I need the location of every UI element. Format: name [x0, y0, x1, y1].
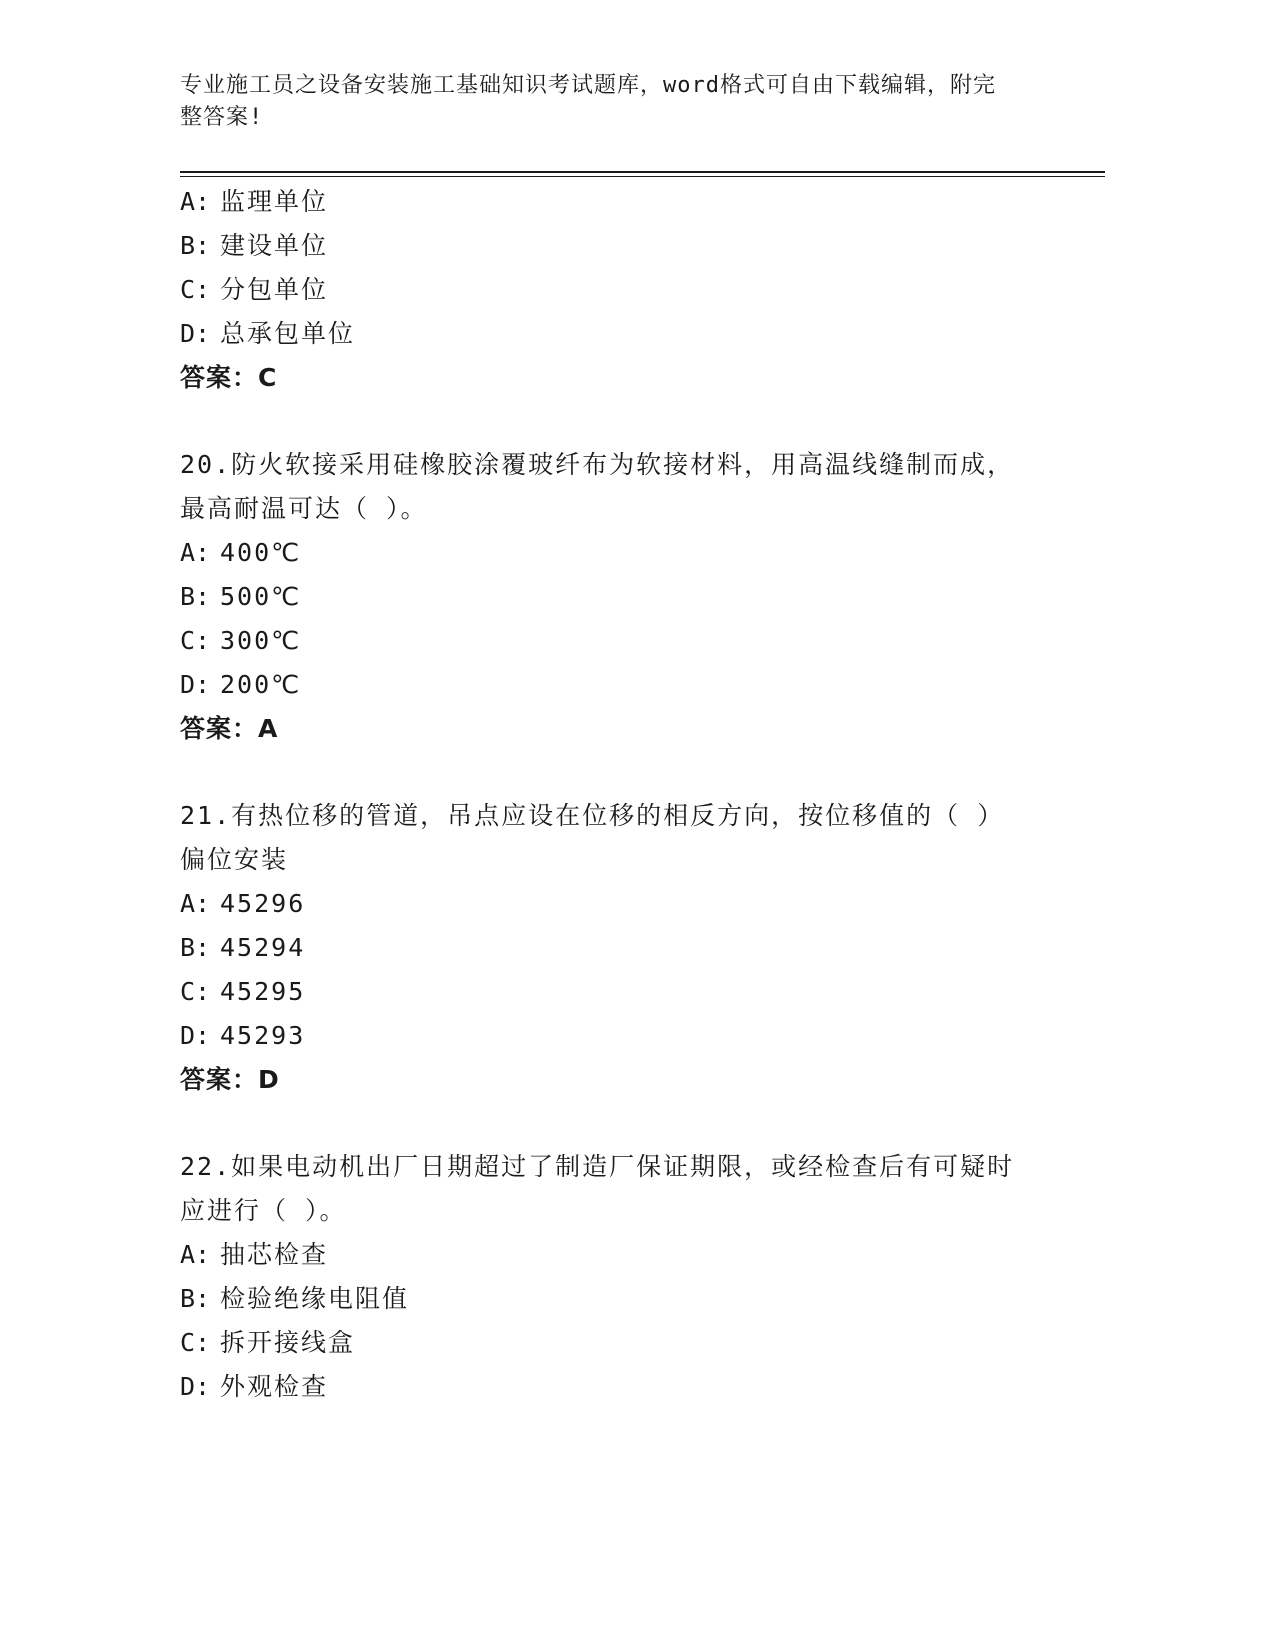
option-a [180, 1233, 1080, 1277]
page-header [180, 70, 1040, 134]
header-line-1: 专业施工员之设备安装施工基础知识考试题库，word格式可自由下载编辑，附完 [180, 73, 996, 98]
option-text: 400℃ [220, 538, 302, 567]
option-letter: B: [180, 1284, 211, 1313]
option-text: 检验绝缘电阻值 [220, 1284, 410, 1313]
question-stem-line-2: 最高耐温可达（ ）。 [180, 494, 428, 523]
option-c [180, 619, 1080, 663]
option-letter: D: [180, 1021, 211, 1050]
option-text: 300℃ [220, 626, 302, 655]
header-rule-thick [180, 171, 1105, 173]
option-letter: C: [180, 626, 211, 655]
option-d [180, 663, 1080, 707]
question-stem-line-2: 偏位安装 [180, 845, 289, 874]
option-a [180, 531, 1080, 575]
header-line-2: 整答案! [180, 105, 264, 130]
answer-line: 答案：A [180, 714, 279, 743]
option-letter: A: [180, 187, 211, 216]
header-rule-thin [180, 176, 1105, 177]
option-a [180, 180, 1080, 224]
option-text: 200℃ [220, 670, 302, 699]
question-22 [180, 1145, 1080, 1409]
option-a [180, 882, 1080, 926]
option-text: 抽芯检查 [220, 1240, 329, 1269]
option-b [180, 1277, 1080, 1321]
option-letter: C: [180, 1328, 211, 1357]
option-b [180, 224, 1080, 268]
option-text: 45296 [220, 889, 306, 918]
question-stem-line-1: 22.如果电动机出厂日期超过了制造厂保证期限，或经检查后有可疑时 [180, 1152, 1015, 1181]
answer-line: 答案：C [180, 363, 278, 392]
option-letter: B: [180, 933, 211, 962]
option-text: 分包单位 [220, 275, 329, 304]
option-letter: B: [180, 231, 211, 260]
option-text: 总承包单位 [220, 319, 356, 348]
option-letter: D: [180, 670, 211, 699]
question-21 [180, 794, 1080, 1102]
question-stem-line-1: 21.有热位移的管道，吊点应设在位移的相反方向，按位移值的（ ） [180, 801, 1005, 830]
option-letter: C: [180, 275, 211, 304]
option-text: 45293 [220, 1021, 306, 1050]
answer-line: 答案：D [180, 1065, 280, 1094]
option-text: 监理单位 [220, 187, 329, 216]
option-text: 建设单位 [220, 231, 329, 260]
option-text: 拆开接线盒 [220, 1328, 356, 1357]
option-text: 500℃ [220, 582, 302, 611]
question-stem-line-2: 应进行（ ）。 [180, 1196, 347, 1225]
option-letter: A: [180, 1240, 211, 1269]
question-stem-line-1: 20.防火软接采用硅橡胶涂覆玻纤布为软接材料，用高温线缝制而成， [180, 450, 1015, 479]
question-19-options [180, 180, 1080, 400]
option-c [180, 1321, 1080, 1365]
option-letter: D: [180, 319, 211, 348]
question-20 [180, 443, 1080, 751]
option-letter: D: [180, 1372, 211, 1401]
option-letter: C: [180, 977, 211, 1006]
option-c [180, 268, 1080, 312]
option-d [180, 1014, 1080, 1058]
option-letter: A: [180, 889, 211, 918]
option-text: 45294 [220, 933, 306, 962]
option-b [180, 575, 1080, 619]
option-text: 45295 [220, 977, 306, 1006]
option-c [180, 970, 1080, 1014]
option-d [180, 1365, 1080, 1409]
document-body [180, 180, 1080, 1409]
option-letter: A: [180, 538, 211, 567]
option-b [180, 926, 1080, 970]
option-text: 外观检查 [220, 1372, 329, 1401]
option-letter: B: [180, 582, 211, 611]
option-d [180, 312, 1080, 356]
